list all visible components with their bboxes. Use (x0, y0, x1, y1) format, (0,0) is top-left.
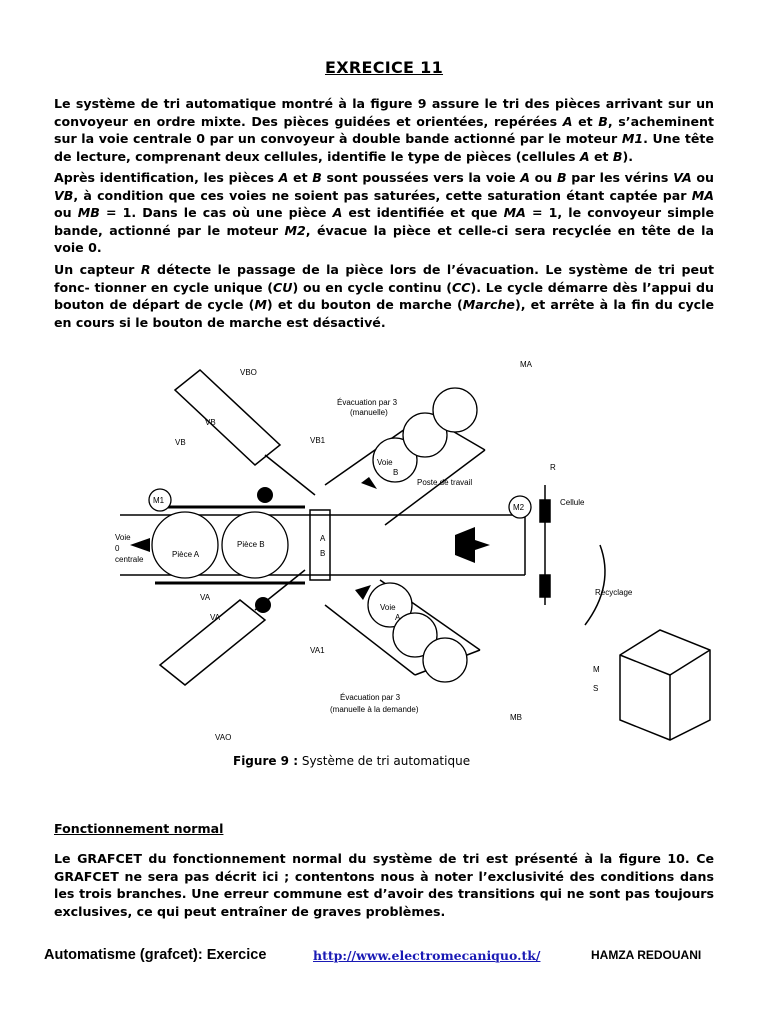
label-b-piece: B (393, 468, 399, 477)
label-r: R (550, 463, 556, 472)
label-poste: Poste de travail (417, 478, 473, 487)
label-s-button: S (593, 684, 599, 693)
label-piece-b: Pièce B (237, 540, 265, 549)
label-manuelle-b: (manuelle) (350, 408, 388, 417)
label-vb: VB (205, 418, 216, 427)
label-piece-a: Pièce A (172, 550, 200, 559)
label-m-button: M (593, 665, 600, 674)
label-vb1: VB1 (310, 436, 326, 445)
label-recyclage: Recyclage (595, 588, 633, 597)
label-evac-a: Évacuation par 3 (340, 693, 401, 702)
exercise-title: EXRECICE 11 (324, 58, 444, 77)
label-voie0-2: 0 (115, 544, 120, 553)
label-evac-b: Évacuation par 3 (337, 398, 398, 407)
paragraph-identification: Après identification, les pièces A et B sont poussées vers la voie A ou B par les vérins VA ou VB, à condition que ces voies ne soient pas saturées, cette saturation étant captée par MA ou MB = 1. Dans le cas où une pièce A est identifiée et que MA = 1, le convoyeur simple bande, actionné par le moteur M2, évacue la pièce et celle-ci sera recyclée en tête de la voie 0. (54, 170, 715, 256)
sorting-system-diagram (115, 335, 715, 755)
paragraph-intro: Le système de tri automatique montré à la figure 9 assure le tri des pièces arrivant sur un convoyeur en ordre mixte. Des pièces guidées et orientées, repérées A et B, s’acheminent sur la voie centrale 0 par un convoyeur à double bande actionné par le moteur M1. Une tête de lecture, comprenant deux cellules, identifie le type de pièces (cellules A et B). (54, 96, 714, 164)
label-demande-a: (manuelle à la demande) (330, 705, 419, 714)
paragraph-cycle: Un capteur R détecte le passage de la pièce lors de l’évacuation. Le système de tri peut fonc- tionner en cycle unique (CU) ou en cycle continu (CC). Le cycle démarre dès l’appui du bouton de départ de cycle (M) et du bouton de marche (Marche), et arrête à la fin du cycle en cours si le bouton de marche est désactivé. (54, 262, 714, 330)
label-va-arrow: VA (210, 613, 221, 622)
label-voie0-3: centrale (115, 555, 144, 564)
label-cell-a: A (320, 534, 326, 543)
section-title: Fonctionnement normal (54, 821, 224, 836)
footer-author: HAMZA REDOUANI (591, 948, 702, 962)
footer-course-title: Automatisme (grafcet): Exercice (44, 947, 267, 963)
label-va: VA (200, 593, 211, 602)
label-mb: MB (510, 713, 522, 722)
label-a-piece: A (395, 613, 401, 622)
label-cell-b: B (320, 549, 326, 558)
label-vbo: VBO (240, 368, 257, 377)
paragraph-grafcet: Le GRAFCET du fonctionnement normal du système de tri est présenté à la figure 10. Ce GRAFCET ne sera pas décrit ici ; contentons nous à noter l’exclusivité des conditions dans les trois branches. Une erreur commune est d’avoir des transitions qui ne sont pas toujours exclusives, ce qui peut entraîner de graves problèmes. (54, 851, 714, 919)
label-vao: VAO (215, 733, 232, 742)
figure-caption: Figure 9 : Système de tri automatique (233, 754, 471, 768)
label-voie-a: Voie (380, 603, 396, 612)
footer-website-link[interactable]: http://www.electromecaniquo.tk/ (313, 948, 541, 963)
label-voie0-1: Voie (115, 533, 131, 542)
label-vb-arrow: VB (175, 438, 186, 447)
label-voie-b: Voie (377, 458, 393, 467)
label-m1: M1 (153, 496, 165, 505)
label-va1: VA1 (310, 646, 325, 655)
label-cellule: Cellule (560, 498, 585, 507)
label-ma: MA (520, 360, 532, 369)
label-m2: M2 (513, 503, 525, 512)
